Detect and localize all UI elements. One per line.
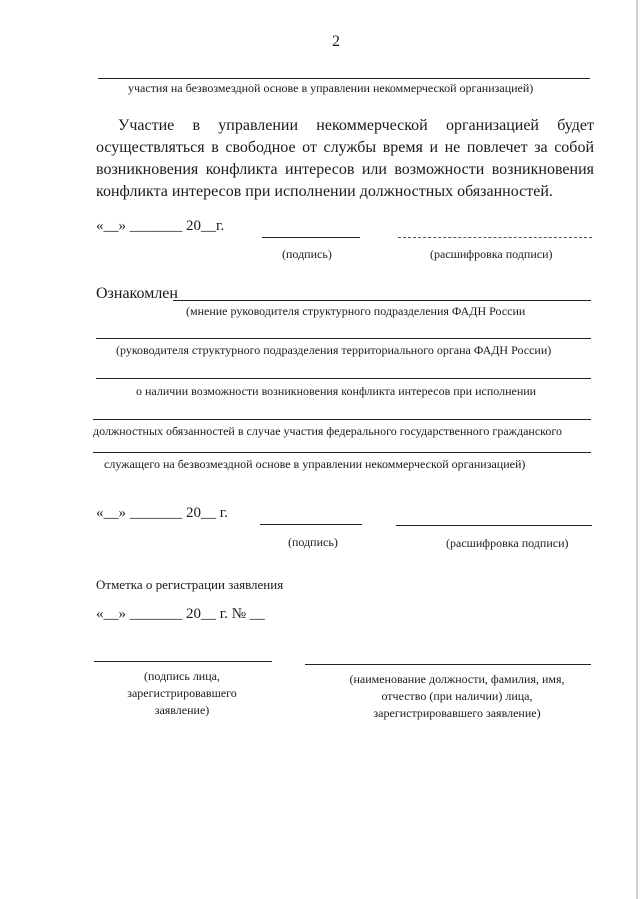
acquainted-line [173,300,591,301]
signature-label-2: (подпись) [288,535,338,549]
acquainted-label: Ознакомлен [96,285,178,302]
opinion-line-5: служащего на безвозмездной основе в управлении некоммерческой организацией) [104,457,526,471]
opinion-rule-5 [93,452,591,453]
signature-line-1 [262,237,360,238]
signature-label-1: (подпись) [282,247,332,261]
opinion-rule-4 [93,419,591,420]
statement-paragraph: Участие в управлении некоммерческой организацией будет осуществляться в свободное от службы время и не повлечет за собой возникновения конфликта интересов или возможности возникновения конфликта интересов при исполнении должностных обязанностей. [96,117,594,200]
scan-edge [636,0,638,899]
reg-signature-line [94,661,272,662]
decode-line-2 [396,525,592,526]
reg-name-line [305,664,591,665]
decode-line-1 [398,237,592,238]
opinion-line-1: (мнение руководителя структурного подразделения ФАДН России [186,304,526,318]
decode-label-1: (расшифровка подписи) [430,247,553,261]
date-line-1: «__» _______ 20__г. [96,218,225,234]
date-line-3: «__» _______ 20__ г. № __ [96,606,265,622]
opinion-rule-2 [96,338,591,339]
top-caption: участия на безвозмездной основе в управлении некоммерческой организацией) [128,81,534,95]
reg-signature-label: (подпись лица, зарегистрировавшего заявление) [127,669,237,717]
date-line-2: «__» _______ 20__ г. [96,505,228,521]
opinion-line-4: должностных обязанностей в случае участия федерального государственного гражданского [93,424,562,438]
opinion-rule-3 [96,378,591,379]
decode-label-2: (расшифровка подписи) [446,536,569,550]
page-number: 2 [332,33,340,50]
signature-line-2 [260,524,362,525]
opinion-line-3: о наличии возможности возникновения конфликта интересов при исполнении [136,384,537,398]
top-rule [98,78,590,79]
opinion-line-2: (руководителя структурного подразделения территориального органа ФАДН России) [116,343,552,357]
registration-label: Отметка о регистрации заявления [96,577,284,592]
reg-name-label: (наименование должности, фамилия, имя, отчество (при наличии) лица, зарегистрировавшего заявление) [349,672,565,720]
